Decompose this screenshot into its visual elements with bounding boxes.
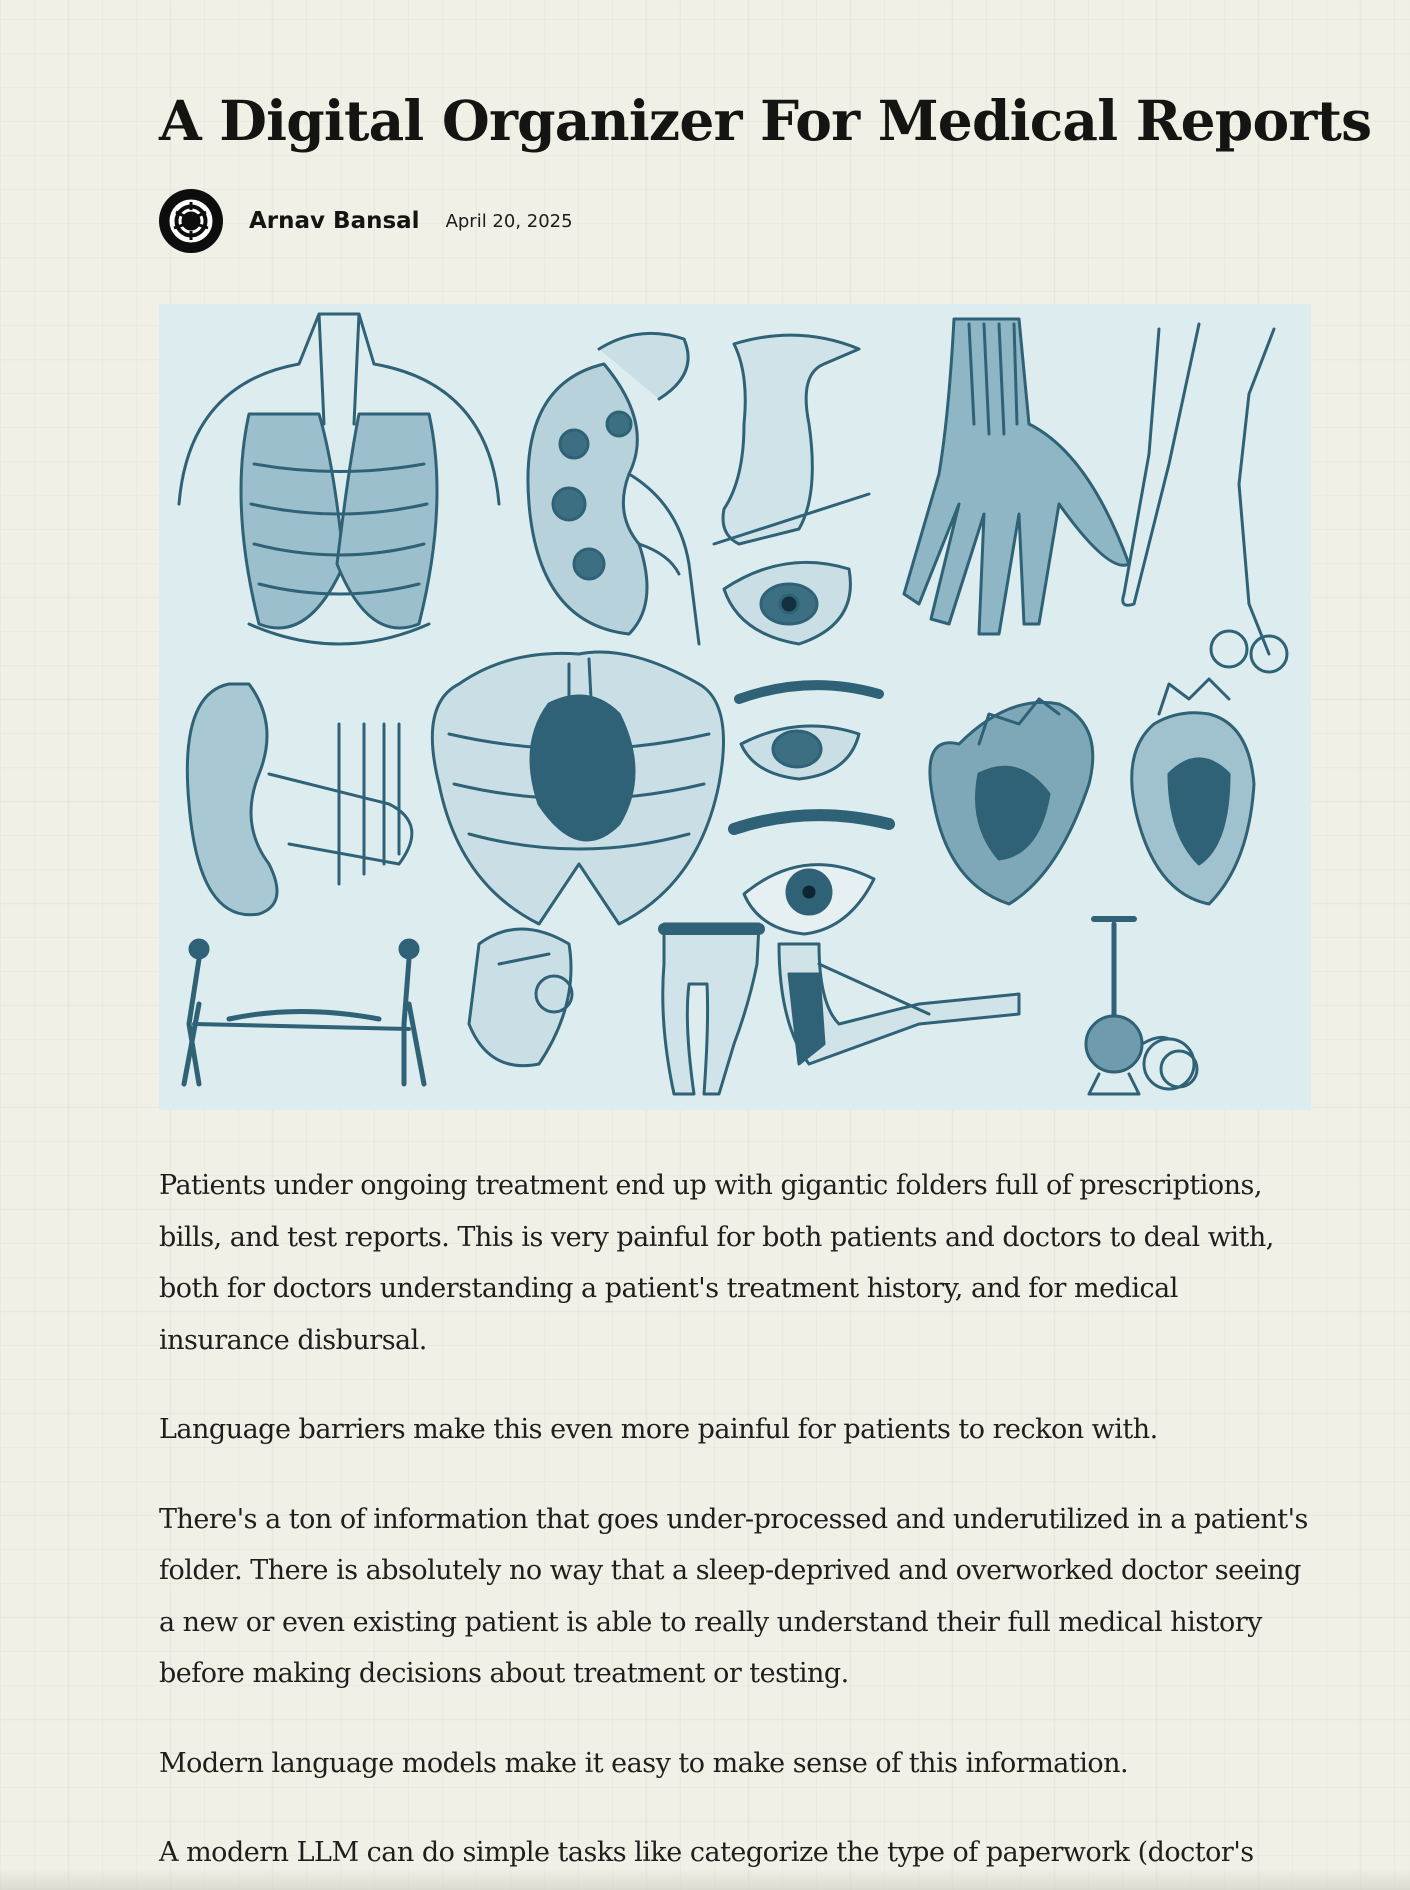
avatar-logo-icon xyxy=(168,198,214,244)
paragraph: A modern LLM can do simple tasks like categorize the type of paperwork (doctor's xyxy=(159,1837,1254,1868)
eye-illustration-top xyxy=(724,562,850,644)
hero-image xyxy=(159,304,1311,1110)
pump-illustration xyxy=(1086,919,1197,1094)
eye-illustration-bottom xyxy=(734,815,889,934)
publish-date: April 20, 2025 xyxy=(445,210,573,232)
article-body xyxy=(159,1160,1311,1890)
forceps-illustration xyxy=(1123,324,1287,672)
ear-illustration xyxy=(187,684,412,915)
paragraph: Patients under ongoing treatment end up with gigantic folders full of prescriptions, bills, and test reports. This is very painful for both patients and doctors to deal with, both for doctors understanding a patient's treatment history, and for medical insurance disbursal. xyxy=(159,1170,1274,1356)
eye-illustration-middle xyxy=(739,685,879,779)
paragraph: Language barriers make this even more painful for patients to reckon with. xyxy=(159,1414,1158,1445)
stretcher-illustration xyxy=(184,940,424,1084)
kidney-illustration xyxy=(528,333,699,644)
author-name[interactable]: Arnav Bansal xyxy=(249,208,420,234)
heart-section-illustration-left xyxy=(930,699,1093,904)
paragraph: Modern language models make it easy to make sense of this information. xyxy=(159,1747,1129,1779)
heart-chest-illustration xyxy=(432,652,723,924)
article-title: A Digital Organizer For Medical Reports xyxy=(159,88,1372,153)
anatomy-illustration xyxy=(159,304,1311,1110)
arm-splint-illustration xyxy=(779,944,1019,1064)
heart-section-illustration-right xyxy=(1132,679,1254,904)
paragraph: There's a ton of information that goes under-processed and underutilized in a patient's folder. There is absolutely no way that a sleep-deprived and overworked doctor seeing a new or even existing patient is able to really understand their full medical history before making decisions about treatment or testing. xyxy=(159,1503,1308,1689)
author-avatar[interactable] xyxy=(159,189,223,253)
bottom-fade xyxy=(0,1868,1410,1890)
doctor-child-illustration xyxy=(469,929,572,1066)
hand-illustration xyxy=(904,319,1129,634)
legs-illustration xyxy=(663,924,759,1094)
foot-illustration xyxy=(714,335,869,544)
lungs-illustration xyxy=(179,314,499,644)
byline xyxy=(159,189,573,253)
